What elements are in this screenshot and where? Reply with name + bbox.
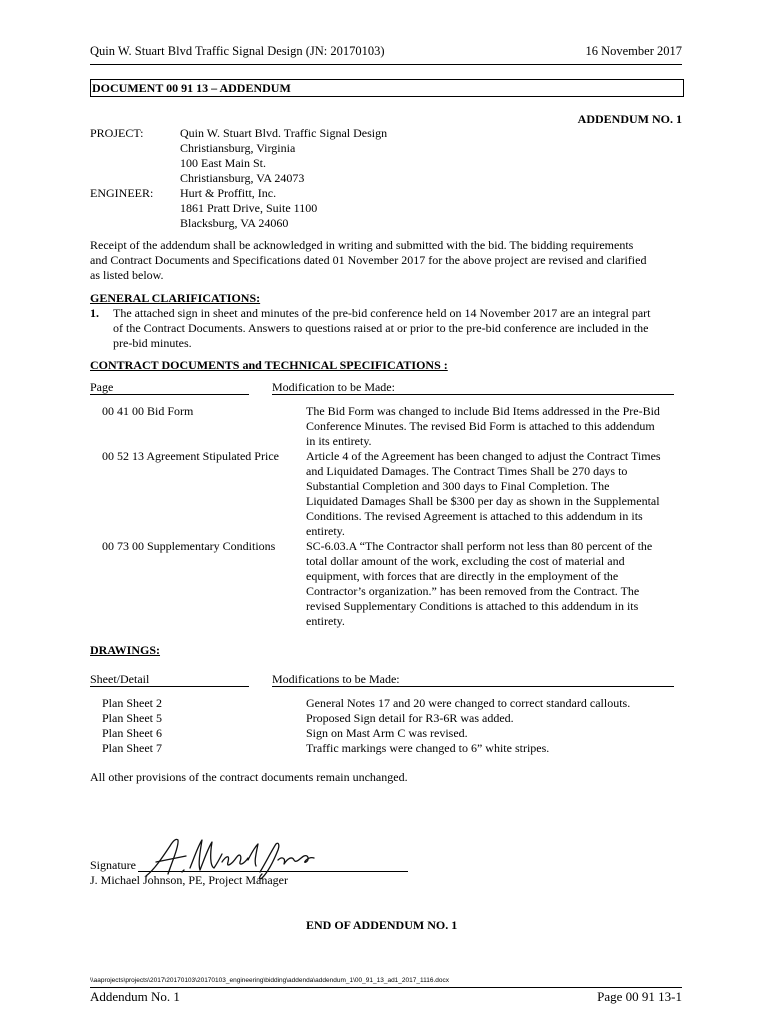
header-title: Quin W. Stuart Blvd Traffic Signal Design (JN: 20170103): [90, 44, 385, 58]
contract-mod-line: Conference Minutes. The revised Bid Form is attached to this addendum: [306, 419, 655, 433]
contract-mod-line: Substantial Completion and 300 days to Final Completion. The: [306, 479, 610, 493]
receipt-line: and Contract Documents and Specifications dated 01 November 2017 for the above project are revised and clarified: [90, 253, 647, 267]
contract-page-item: 00 41 00 Bid Form: [102, 404, 194, 418]
contract-mod-line: total dollar amount of the work, excluding the cost of material and: [306, 554, 625, 568]
drawing-modification: Sign on Mast Arm C was revised.: [306, 726, 468, 740]
project-line: Christiansburg, Virginia: [180, 141, 296, 155]
footer-rule: [90, 987, 682, 988]
clarification-line: The attached sign in sheet and minutes of the pre-bid conference held on 14 November 2017 are an integral part: [113, 306, 651, 320]
contract-mod-line: equipment, with forces that are directly in the employment of the: [306, 569, 619, 583]
contract-mod-line: Contractor’s organization.” has been removed from the Contract. The: [306, 584, 640, 598]
engineer-label: ENGINEER:: [90, 186, 154, 200]
page-number: Page 00 91 13-1: [597, 989, 682, 1004]
drawing-modification: General Notes 17 and 20 were changed to correct standard callouts.: [306, 696, 631, 710]
column-underline: [90, 686, 249, 687]
header-rule: [90, 64, 682, 65]
drawing-sheet: Plan Sheet 5: [102, 711, 162, 725]
drawings-col-sheet: Sheet/Detail: [90, 672, 150, 686]
header-date: 16 November 2017: [585, 44, 682, 58]
other-provisions-text: All other provisions of the contract documents remain unchanged.: [90, 770, 408, 784]
signature-label: Signature: [90, 858, 136, 872]
drawing-modification: Traffic markings were changed to 6” white stripes.: [306, 741, 550, 755]
contract-documents-heading: CONTRACT DOCUMENTS and TECHNICAL SPECIFICATIONS :: [90, 358, 448, 372]
project-line: 100 East Main St.: [180, 156, 266, 170]
contract-mod-line: revised Supplementary Conditions is attached to this addendum in its: [306, 599, 639, 613]
contract-page-item: 00 52 13 Agreement Stipulated Price: [102, 449, 279, 463]
contract-page-item: 00 73 00 Supplementary Conditions: [102, 539, 276, 553]
contract-col-page: Page: [90, 380, 114, 394]
drawing-sheet: Plan Sheet 2: [102, 696, 162, 710]
end-of-addendum: END OF ADDENDUM NO. 1: [306, 918, 458, 932]
contract-mod-line: in its entirety.: [306, 434, 372, 448]
signer-name: J. Michael Johnson, PE, Project Manager: [90, 873, 288, 887]
receipt-line: Receipt of the addendum shall be acknowledged in writing and submitted with the bid. The bidding requirements: [90, 238, 634, 252]
contract-col-modification: Modification to be Made:: [272, 380, 395, 394]
drawing-modification: Proposed Sign detail for R3-6R was added.: [306, 711, 514, 725]
contract-mod-line: Liquidated Damages Shall be $300 per day as shown in the Supplemental: [306, 494, 660, 508]
receipt-line: as listed below.: [90, 268, 164, 282]
drawings-col-modifications: Modifications to be Made:: [272, 672, 400, 686]
addendum-number: ADDENDUM NO. 1: [577, 112, 682, 126]
clarification-line: pre-bid minutes.: [113, 336, 192, 350]
drawings-heading: DRAWINGS:: [90, 643, 161, 657]
contract-mod-line: Article 4 of the Agreement has been changed to adjust the Contract Times: [306, 449, 661, 463]
contract-mod-line: entirety.: [306, 614, 345, 628]
contract-mod-line: The Bid Form was changed to include Bid Items addressed in the Pre-Bid: [306, 404, 660, 418]
project-line: Quin W. Stuart Blvd. Traffic Signal Design: [180, 126, 388, 140]
clarification-line: of the Contract Documents. Answers to questions raised at or prior to the pre-bid conference are included in the: [113, 321, 649, 335]
column-underline: [272, 394, 674, 395]
file-path: \\aaprojects\projects\2017\20170103\20170103_engineering\bidding\addenda\addendum_1\00_91_13_ad1_2017_1116.docx: [90, 977, 450, 984]
drawing-sheet: Plan Sheet 7: [102, 741, 162, 755]
contract-mod-line: SC-6.03.A “The Contractor shall perform not less than 80 percent of the: [306, 539, 653, 553]
engineer-line: 1861 Pratt Drive, Suite 1100: [180, 201, 318, 215]
project-label: PROJECT:: [90, 126, 144, 140]
general-clarifications-heading: GENERAL CLARIFICATIONS:: [90, 291, 261, 305]
contract-mod-line: Conditions. The revised Agreement is attached to this addendum in its: [306, 509, 643, 523]
column-underline: [90, 394, 249, 395]
project-line: Christiansburg, VA 24073: [180, 171, 305, 185]
drawing-sheet: Plan Sheet 6: [102, 726, 162, 740]
clarification-number: 1.: [90, 306, 99, 320]
engineer-line: Hurt & Proffitt, Inc.: [180, 186, 277, 200]
engineer-line: Blacksburg, VA 24060: [180, 216, 289, 230]
contract-mod-line: and Liquidated Damages. The Contract Times Shall be 270 days to: [306, 464, 628, 478]
contract-mod-line: entirety.: [306, 524, 345, 538]
column-underline: [272, 686, 674, 687]
document-title: DOCUMENT 00 91 13 – ADDENDUM: [90, 79, 684, 97]
footer-left: Addendum No. 1: [90, 989, 180, 1004]
